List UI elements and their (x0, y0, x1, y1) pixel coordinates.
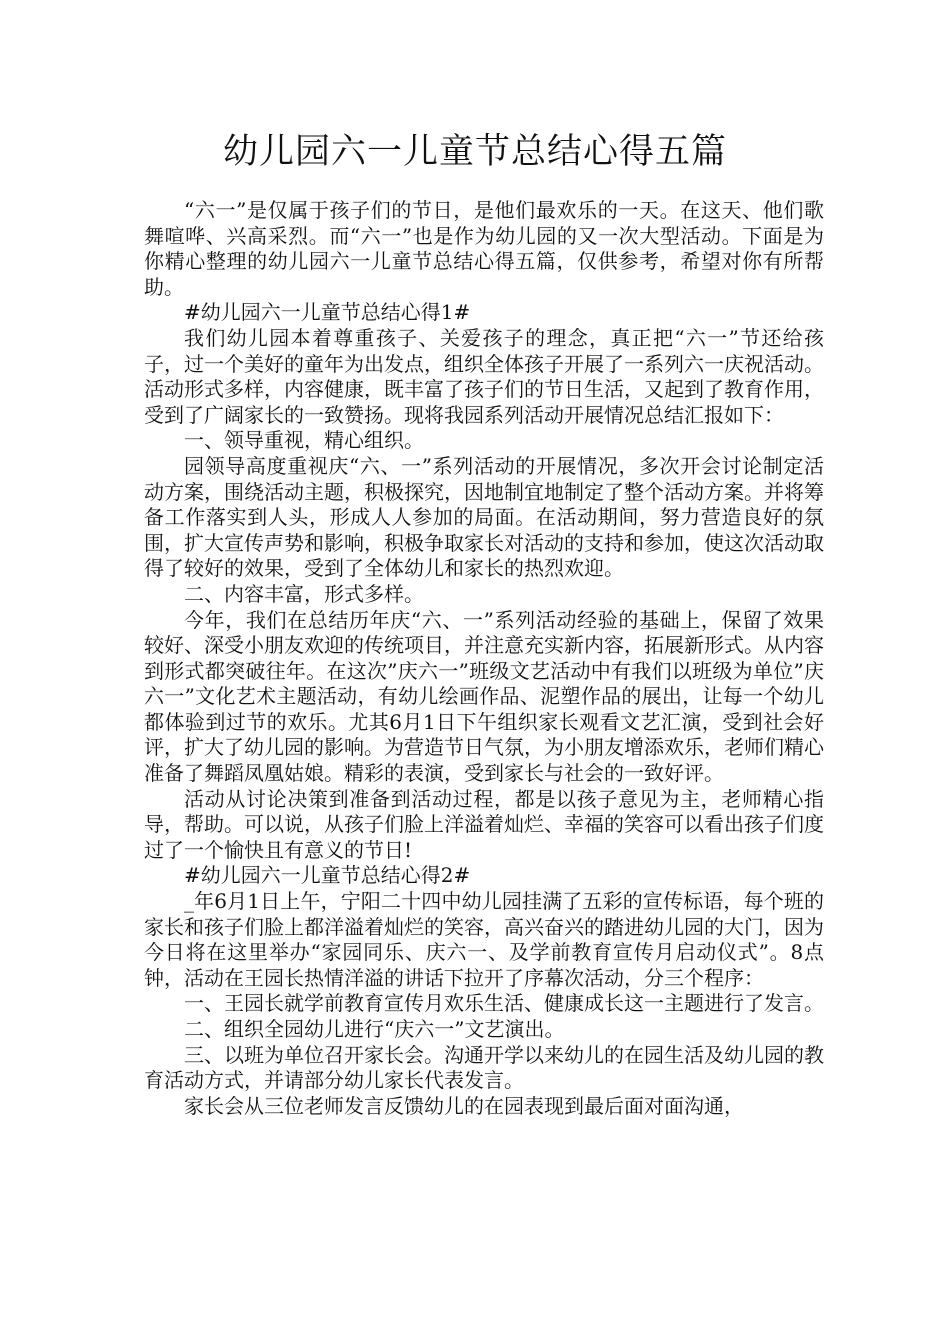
section-heading-2: #幼儿园六一儿童节总结心得2# (184, 863, 471, 888)
body-paragraph: 我们幼儿园本着尊重孩子、关爱孩子的理念，真正把“六一”节还给孩子，过一个美好的童年为出发点，组织全体孩子开展了一系列六一庆祝活动。活动形式多样，内容健康，既丰富了孩子们的节日生活，又起到了教育作用，受到了广阔家长的一致赞扬。现将我园系列活动开展情况总结汇报如下： (144, 325, 824, 427)
body-paragraph: 园领导高度重视庆“六、一”系列活动的开展情况，多次开会讨论制定活动方案，围绕活动主题，积极探究，因地制宜地制定了整个活动方案。并将筹备工作落实到人头，形成人人参加的局面。在活动期间，努力营造良好的氛围，扩大宣传声势和影响，积极争取家长对活动的支持和参加，使这次活动取得了较好的效果，受到了全体幼儿和家长的热烈欢迎。 (144, 453, 824, 581)
body-paragraph: 活动从讨论决策到准备到活动过程，都是以孩子意见为主，老师精心指导，帮助。可以说，从孩子们脸上洋溢着灿烂、幸福的笑容可以看出孩子们度过了一个愉快且有意义的节日! (144, 786, 824, 862)
intro-paragraph: “六一”是仅属于孩子们的节日，是他们最欢乐的一天。在这天、他们歌舞喧哗、兴高采烈。而“六一”也是作为幼儿园的又一次大型活动。下面是为你精心整理的幼儿园六一儿童节总结心得五篇，仅供参考，希望对你有所帮助。 (144, 198, 824, 299)
document-body (144, 198, 824, 1119)
list-item: 二、组织全园幼儿进行“庆六一”文艺演出。 (184, 1017, 565, 1041)
body-paragraph: _年6月1日上午，宁阳二十四中幼儿园挂满了五彩的宣传标语，每个班的家长和孩子们脸上都洋溢着灿烂的笑容，高兴奋兴的踏进幼儿园的大门，因为今日将在这里举办“家园同乐、庆六一、及学前教育宣传月启动仪式”。8点钟，活动在王园长热情洋溢的讲话下拉开了序幕次活动，分三个程序： (144, 889, 824, 990)
list-item: 三、以班为单位召开家长会。沟通开学以来幼儿的在园生活及幼儿园的教育活动方式，并请部分幼儿家长代表发言。 (144, 1042, 824, 1093)
document-title: 幼儿园六一儿童节总结心得五篇 (222, 132, 727, 172)
subheading: 一、领导重视，精心组织。 (184, 428, 424, 453)
section-heading-1: #幼儿园六一儿童节总结心得1# (184, 300, 471, 325)
list-item: 一、王园长就学前教育宣传月欢乐生活、健康成长这一主题进行了发言。 (184, 991, 824, 1016)
subheading: 二、内容丰富，形式多样。 (184, 581, 424, 606)
body-paragraph: 今年，我们在总结历年庆“六、一”系列活动经验的基础上，保留了效果较好、深受小朋友欢迎的传统项目，并注意充实新内容，拓展新形式。从内容到形式都突破往年。在这次”庆六一”班级文艺活动中有我们以班级为单位”庆六一”文化艺术主题活动，有幼儿绘画作品、泥塑作品的展出，让每一个幼儿都体验到过节的欢乐。尤其6月1日下午组织家长观看文艺汇演，受到社会好评，扩大了幼儿园的影响。为营造节日气氛，为小朋友增添欢乐，老师们精心准备了舞蹈凤凰姑娘。精彩的表演，受到家长与社会的一致好评。 (144, 607, 824, 786)
body-paragraph: 家长会从三位老师发言反馈幼儿的在园表现到最后面对面沟通， (184, 1093, 744, 1118)
